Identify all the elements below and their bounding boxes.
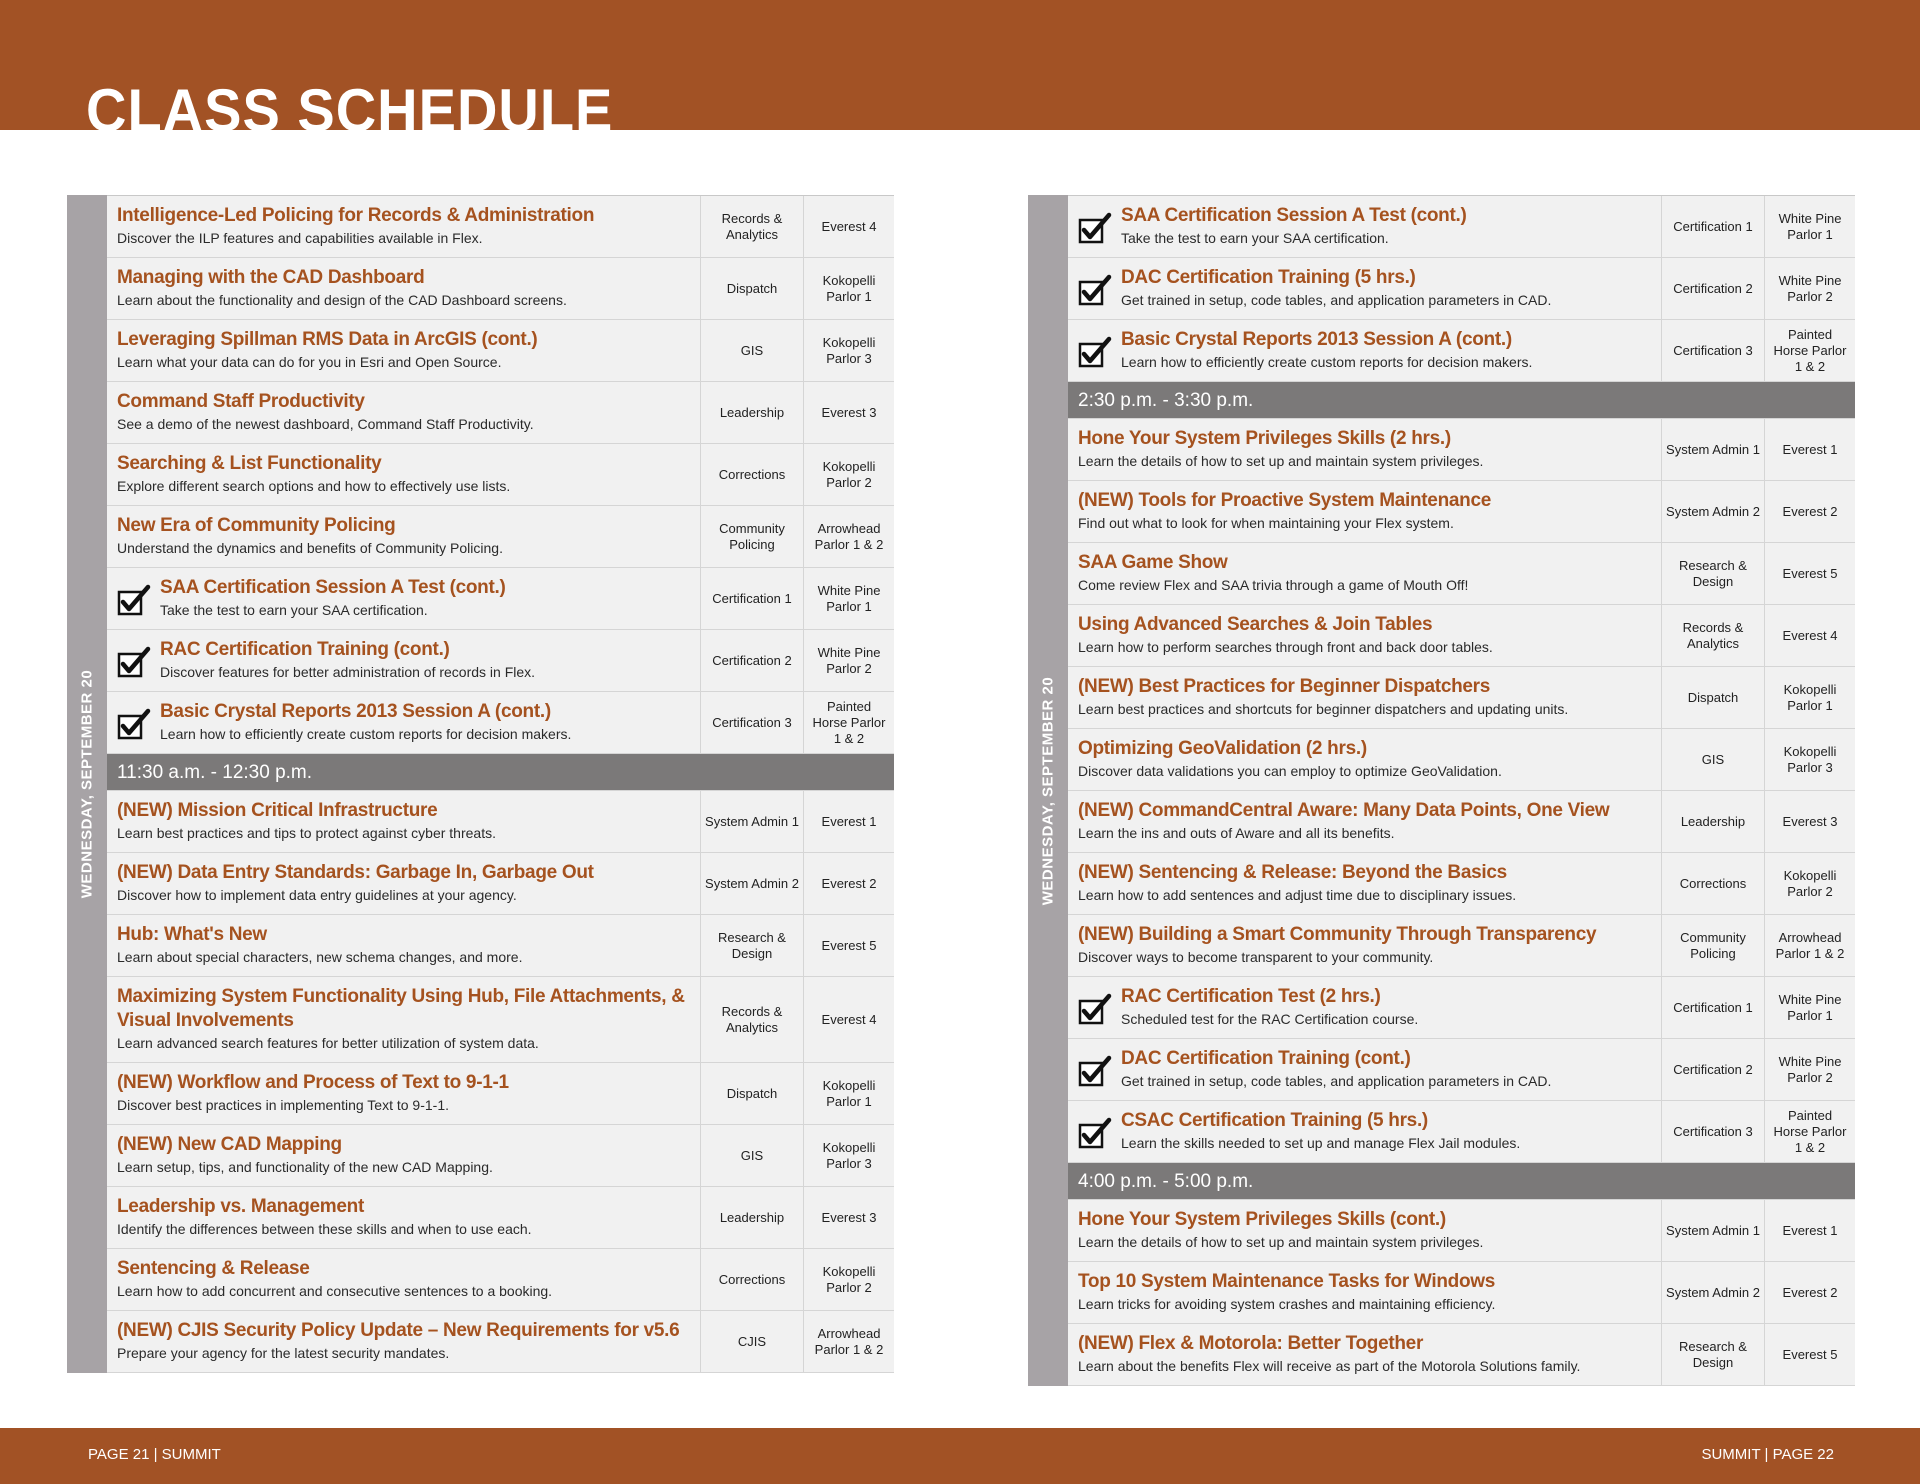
class-room: Kokopelli Parlor 2	[803, 1249, 894, 1310]
class-cell	[107, 320, 700, 381]
class-cell	[107, 630, 700, 691]
class-track: Certification 3	[700, 692, 803, 753]
class-row	[107, 196, 894, 258]
class-description: Understand the dynamics and benefits of Community Policing.	[117, 540, 503, 556]
class-description: Learn advanced search features for better utilization of system data.	[117, 1035, 539, 1051]
class-row	[107, 692, 894, 754]
class-title	[1078, 861, 1661, 885]
class-title	[117, 328, 700, 352]
class-track: Certification 3	[1661, 1101, 1764, 1162]
class-description: Learn about the functionality and design of the CAD Dashboard screens.	[117, 292, 567, 308]
class-room: Kokopelli Parlor 3	[803, 320, 894, 381]
class-cell	[107, 1125, 700, 1186]
footer-page-right: SUMMIT | PAGE 22	[1701, 1446, 1834, 1463]
class-cell	[1068, 481, 1661, 542]
class-cell	[1068, 543, 1661, 604]
class-title	[117, 390, 700, 414]
class-cell	[107, 196, 700, 257]
class-title-text: Flex & Motorola: Better Together	[1138, 1333, 1424, 1354]
class-title	[117, 985, 700, 1033]
class-row	[1068, 605, 1855, 667]
class-description: Learn best practices and tips to protect against cyber threats.	[117, 825, 496, 841]
class-room: Arrowhead Parlor 1 & 2	[803, 1311, 894, 1372]
class-description: Learn how to add sentences and adjust time due to disciplinary issues.	[1078, 887, 1517, 903]
class-track: System Admin 2	[1661, 1262, 1764, 1323]
class-room: White Pine Parlor 2	[803, 630, 894, 691]
class-title-text: Hub: What's New	[117, 924, 267, 945]
new-badge: (NEW)	[1078, 924, 1134, 945]
class-title	[117, 1319, 700, 1343]
class-cell	[107, 382, 700, 443]
class-description: Get trained in setup, code tables, and application parameters in CAD.	[1121, 1073, 1552, 1089]
footer-page-left: PAGE 21 | SUMMIT	[88, 1446, 221, 1463]
class-title	[117, 452, 700, 476]
class-title	[1078, 675, 1661, 699]
certification-check-icon	[117, 646, 151, 680]
class-cell	[1068, 258, 1661, 319]
schedule-table	[1068, 195, 1855, 1386]
class-row	[1068, 853, 1855, 915]
class-room: Kokopelli Parlor 3	[1764, 729, 1855, 790]
class-title-text: Basic Crystal Reports 2013 Session A (cont.)	[1121, 329, 1512, 350]
class-room: Arrowhead Parlor 1 & 2	[1764, 915, 1855, 976]
class-row	[1068, 1324, 1855, 1386]
class-cell	[1068, 320, 1661, 381]
certification-check-icon	[1078, 212, 1112, 246]
class-title-text: SAA Certification Session A Test (cont.)	[160, 577, 506, 598]
class-description: Learn the ins and outs of Aware and all its benefits.	[1078, 825, 1395, 841]
class-title-text: New Era of Community Policing	[117, 515, 396, 536]
class-description: See a demo of the newest dashboard, Command Staff Productivity.	[117, 416, 534, 432]
class-description: Learn the details of how to set up and maintain system privileges.	[1078, 1234, 1484, 1250]
class-room: Painted Horse Parlor 1 & 2	[1764, 1101, 1855, 1162]
class-room: Kokopelli Parlor 2	[1764, 853, 1855, 914]
class-title-text: Building a Smart Community Through Transparency	[1138, 924, 1597, 945]
class-room: Everest 5	[803, 915, 894, 976]
class-row	[1068, 1200, 1855, 1262]
certification-check-icon	[1078, 993, 1112, 1027]
class-title-text: DAC Certification Training (5 hrs.)	[1121, 267, 1416, 288]
class-track: Leadership	[1661, 791, 1764, 852]
class-track: Records & Analytics	[700, 977, 803, 1062]
class-cell	[1068, 853, 1661, 914]
class-cell	[1068, 196, 1661, 257]
class-room: Everest 3	[1764, 791, 1855, 852]
class-cell	[1068, 977, 1661, 1038]
class-track: Leadership	[700, 382, 803, 443]
class-title-text: Leadership vs. Management	[117, 1196, 364, 1217]
class-title-text: Data Entry Standards: Garbage In, Garbage Out	[177, 862, 594, 883]
class-room: Everest 2	[1764, 481, 1855, 542]
class-track: GIS	[700, 320, 803, 381]
class-room: White Pine Parlor 1	[803, 568, 894, 629]
class-cell	[107, 791, 700, 852]
class-room: Painted Horse Parlor 1 & 2	[1764, 320, 1855, 381]
class-room: Everest 2	[803, 853, 894, 914]
class-row	[107, 1125, 894, 1187]
class-cell	[1068, 605, 1661, 666]
class-row	[107, 444, 894, 506]
class-title	[117, 266, 700, 290]
class-title-text: Leveraging Spillman RMS Data in ArcGIS (cont.)	[117, 329, 538, 350]
day-sidebar: WEDNESDAY, SEPTEMBER 20	[1028, 195, 1068, 1386]
class-row	[1068, 977, 1855, 1039]
new-badge: (NEW)	[1078, 1333, 1134, 1354]
class-title	[1078, 1270, 1661, 1294]
class-room: White Pine Parlor 1	[1764, 977, 1855, 1038]
class-row	[107, 1187, 894, 1249]
class-title	[1078, 489, 1661, 513]
class-cell	[107, 1311, 700, 1372]
class-cell	[107, 444, 700, 505]
class-title-text: Best Practices for Beginner Dispatchers	[1138, 676, 1491, 697]
class-description: Learn about special characters, new schema changes, and more.	[117, 949, 523, 965]
class-title	[160, 700, 700, 724]
class-title-text: SAA Game Show	[1078, 552, 1228, 573]
new-badge: (NEW)	[1078, 676, 1134, 697]
new-badge: (NEW)	[117, 1320, 173, 1341]
class-title	[117, 514, 700, 538]
class-track: Certification 2	[1661, 258, 1764, 319]
class-row	[107, 853, 894, 915]
class-description: Discover ways to become transparent to your community.	[1078, 949, 1434, 965]
class-room: Kokopelli Parlor 1	[1764, 667, 1855, 728]
class-cell	[1068, 915, 1661, 976]
class-cell	[107, 977, 700, 1062]
class-track: Research & Design	[1661, 1324, 1764, 1385]
class-title	[117, 861, 700, 885]
class-title-text: Maximizing System Functionality Using Hub, File Attachments, & Visual Involvements	[117, 986, 685, 1031]
class-description: Discover features for better administration of records in Flex.	[160, 664, 536, 680]
class-title-text: Intelligence-Led Policing for Records & Administration	[117, 205, 595, 226]
class-row	[1068, 543, 1855, 605]
class-track: Records & Analytics	[1661, 605, 1764, 666]
class-room: Everest 3	[803, 382, 894, 443]
class-room: Painted Horse Parlor 1 & 2	[803, 692, 894, 753]
class-room: White Pine Parlor 2	[1764, 258, 1855, 319]
class-row	[107, 1249, 894, 1311]
class-description: Discover best practices in implementing Text to 9-1-1.	[117, 1097, 449, 1113]
class-title-text: CommandCentral Aware: Many Data Points, One View	[1138, 800, 1610, 821]
class-title	[117, 1071, 700, 1095]
new-badge: (NEW)	[117, 862, 173, 883]
class-title	[1121, 985, 1661, 1009]
class-title-text: New CAD Mapping	[177, 1134, 342, 1155]
class-title	[1078, 923, 1661, 947]
class-room: Everest 3	[803, 1187, 894, 1248]
new-badge: (NEW)	[1078, 800, 1134, 821]
new-badge: (NEW)	[117, 800, 173, 821]
certification-check-icon	[117, 584, 151, 618]
class-row	[1068, 1039, 1855, 1101]
class-row	[107, 791, 894, 853]
time-slot-header: 4:00 p.m. - 5:00 p.m.	[1068, 1163, 1855, 1200]
class-room: Everest 5	[1764, 543, 1855, 604]
class-track: Corrections	[1661, 853, 1764, 914]
class-title-text: RAC Certification Training (cont.)	[160, 639, 450, 660]
class-cell	[1068, 1101, 1661, 1162]
class-room: Kokopelli Parlor 1	[803, 258, 894, 319]
class-title-text: Optimizing GeoValidation (2 hrs.)	[1078, 738, 1367, 759]
class-row	[107, 320, 894, 382]
class-track: System Admin 1	[1661, 419, 1764, 480]
class-title-text: Basic Crystal Reports 2013 Session A (cont.)	[160, 701, 551, 722]
class-title-text: Mission Critical Infrastructure	[177, 800, 438, 821]
class-title	[1078, 1332, 1661, 1356]
new-badge: (NEW)	[1078, 862, 1134, 883]
class-cell	[1068, 1262, 1661, 1323]
class-cell	[1068, 1200, 1661, 1261]
new-badge: (NEW)	[1078, 490, 1134, 511]
class-room: Everest 2	[1764, 1262, 1855, 1323]
class-row	[107, 506, 894, 568]
class-row	[1068, 667, 1855, 729]
class-track: Dispatch	[700, 258, 803, 319]
certification-check-icon	[1078, 274, 1112, 308]
footer-bar	[0, 1428, 1920, 1484]
class-title	[117, 923, 700, 947]
class-cell	[1068, 1039, 1661, 1100]
class-description: Take the test to earn your SAA certification.	[160, 602, 428, 618]
class-row	[1068, 915, 1855, 977]
class-description: Explore different search options and how to effectively use lists.	[117, 478, 511, 494]
day-sidebar: WEDNESDAY, SEPTEMBER 20	[67, 195, 107, 1373]
class-track: Research & Design	[700, 915, 803, 976]
class-title-text: Top 10 System Maintenance Tasks for Windows	[1078, 1271, 1495, 1292]
class-track: GIS	[1661, 729, 1764, 790]
certification-check-icon	[1078, 1055, 1112, 1089]
class-cell	[1068, 1324, 1661, 1385]
class-title	[1121, 266, 1661, 290]
class-description: Scheduled test for the RAC Certification course.	[1121, 1011, 1419, 1027]
class-title	[117, 799, 700, 823]
class-track: CJIS	[700, 1311, 803, 1372]
class-room: Kokopelli Parlor 1	[803, 1063, 894, 1124]
class-room: Everest 1	[1764, 1200, 1855, 1261]
certification-check-icon	[1078, 336, 1112, 370]
class-title-text: DAC Certification Training (cont.)	[1121, 1048, 1411, 1069]
class-room: White Pine Parlor 2	[1764, 1039, 1855, 1100]
class-title	[1078, 1208, 1661, 1232]
class-cell	[107, 692, 700, 753]
class-title	[117, 1195, 700, 1219]
class-track: Dispatch	[1661, 667, 1764, 728]
class-description: Discover the ILP features and capabilities available in Flex.	[117, 230, 483, 246]
class-room: Everest 4	[1764, 605, 1855, 666]
class-description: Discover how to implement data entry guidelines at your agency.	[117, 887, 517, 903]
class-cell	[107, 506, 700, 567]
class-description: Learn the details of how to set up and maintain system privileges.	[1078, 453, 1484, 469]
class-description: Take the test to earn your SAA certification.	[1121, 230, 1389, 246]
class-title	[1078, 551, 1661, 575]
class-description: Find out what to look for when maintaining your Flex system.	[1078, 515, 1454, 531]
class-title	[117, 1257, 700, 1281]
class-description: Learn how to add concurrent and consecutive sentences to a booking.	[117, 1283, 553, 1299]
class-room: Everest 4	[803, 196, 894, 257]
class-track: System Admin 2	[1661, 481, 1764, 542]
class-track: Dispatch	[700, 1063, 803, 1124]
class-row	[107, 630, 894, 692]
class-row	[1068, 481, 1855, 543]
class-row	[1068, 729, 1855, 791]
class-title-text: Sentencing & Release	[117, 1258, 310, 1279]
class-cell	[1068, 419, 1661, 480]
class-description: Come review Flex and SAA trivia through a game of Mouth Off!	[1078, 577, 1469, 593]
class-description: Discover data validations you can employ to optimize GeoValidation.	[1078, 763, 1502, 779]
class-description: Learn best practices and shortcuts for beginner dispatchers and updating units.	[1078, 701, 1569, 717]
certification-check-icon	[117, 708, 151, 742]
class-title-text: Managing with the CAD Dashboard	[117, 267, 425, 288]
class-row	[107, 382, 894, 444]
class-room: Everest 5	[1764, 1324, 1855, 1385]
class-room: Kokopelli Parlor 2	[803, 444, 894, 505]
class-cell	[1068, 667, 1661, 728]
class-title	[1121, 1109, 1661, 1133]
class-track: System Admin 1	[1661, 1200, 1764, 1261]
class-row	[1068, 791, 1855, 853]
class-title	[1078, 799, 1661, 823]
class-row	[1068, 1262, 1855, 1324]
class-cell	[1068, 729, 1661, 790]
class-title	[1078, 737, 1661, 761]
class-title-text: CSAC Certification Training (5 hrs.)	[1121, 1110, 1428, 1131]
class-title	[1121, 204, 1661, 228]
class-title	[117, 1133, 700, 1157]
class-cell	[1068, 791, 1661, 852]
class-title	[1121, 328, 1661, 352]
time-slot-header: 2:30 p.m. - 3:30 p.m.	[1068, 382, 1855, 419]
class-track: Certification 2	[1661, 1039, 1764, 1100]
class-cell	[107, 853, 700, 914]
class-title	[117, 204, 700, 228]
class-description: Learn how to efficiently create custom reports for decision makers.	[160, 726, 572, 742]
class-title-text: Workflow and Process of Text to 9-1-1	[177, 1072, 509, 1093]
class-title	[160, 638, 700, 662]
class-title-text: CJIS Security Policy Update – New Requirements for v5.6	[177, 1320, 680, 1341]
class-row	[1068, 258, 1855, 320]
class-title-text: Tools for Proactive System Maintenance	[1138, 490, 1491, 511]
class-description: Prepare your agency for the latest security mandates.	[117, 1345, 450, 1361]
class-row	[1068, 419, 1855, 481]
class-title-text: Using Advanced Searches & Join Tables	[1078, 614, 1433, 635]
class-track: Corrections	[700, 444, 803, 505]
new-badge: (NEW)	[117, 1072, 173, 1093]
class-cell	[107, 568, 700, 629]
class-description: Learn what your data can do for you in Esri and Open Source.	[117, 354, 502, 370]
class-track: Records & Analytics	[700, 196, 803, 257]
class-row	[107, 915, 894, 977]
class-title	[1078, 613, 1661, 637]
class-track: Corrections	[700, 1249, 803, 1310]
class-title-text: SAA Certification Session A Test (cont.)	[1121, 205, 1467, 226]
class-track: System Admin 2	[700, 853, 803, 914]
class-room: White Pine Parlor 1	[1764, 196, 1855, 257]
class-title	[1121, 1047, 1661, 1071]
class-description: Identify the differences between these skills and when to use each.	[117, 1221, 532, 1237]
class-room: Everest 1	[1764, 419, 1855, 480]
class-title-text: Searching & List Functionality	[117, 453, 382, 474]
class-cell	[107, 1063, 700, 1124]
class-track: System Admin 1	[700, 791, 803, 852]
class-track: GIS	[700, 1125, 803, 1186]
class-row	[107, 1311, 894, 1373]
class-track: Certification 1	[700, 568, 803, 629]
class-track: Community Policing	[1661, 915, 1764, 976]
class-row	[1068, 196, 1855, 258]
class-title-text: Hone Your System Privileges Skills (cont.)	[1078, 1209, 1446, 1230]
class-title-text: RAC Certification Test (2 hrs.)	[1121, 986, 1381, 1007]
class-row	[107, 258, 894, 320]
class-title-text: Hone Your System Privileges Skills (2 hrs.)	[1078, 428, 1451, 449]
time-slot-header: 11:30 a.m. - 12:30 p.m.	[107, 754, 894, 791]
certification-check-icon	[1078, 1117, 1112, 1151]
class-room: Kokopelli Parlor 3	[803, 1125, 894, 1186]
new-badge: (NEW)	[117, 1134, 173, 1155]
class-track: Research & Design	[1661, 543, 1764, 604]
class-room: Everest 1	[803, 791, 894, 852]
class-description: Learn setup, tips, and functionality of the new CAD Mapping.	[117, 1159, 493, 1175]
class-title-text: Sentencing & Release: Beyond the Basics	[1138, 862, 1507, 883]
class-track: Certification 1	[1661, 196, 1764, 257]
class-track: Certification 2	[700, 630, 803, 691]
class-cell	[107, 915, 700, 976]
class-title	[1078, 427, 1661, 451]
class-track: Community Policing	[700, 506, 803, 567]
class-row	[107, 568, 894, 630]
class-track: Certification 3	[1661, 320, 1764, 381]
class-cell	[107, 1249, 700, 1310]
class-room: Everest 4	[803, 977, 894, 1062]
class-title	[160, 576, 700, 600]
class-track: Leadership	[700, 1187, 803, 1248]
class-row	[1068, 320, 1855, 382]
class-description: Learn tricks for avoiding system crashes and maintaining efficiency.	[1078, 1296, 1496, 1312]
class-track: Certification 1	[1661, 977, 1764, 1038]
class-title-text: Command Staff Productivity	[117, 391, 365, 412]
class-room: Arrowhead Parlor 1 & 2	[803, 506, 894, 567]
class-cell	[107, 258, 700, 319]
class-description: Learn how to perform searches through front and back door tables.	[1078, 639, 1493, 655]
class-description: Learn how to efficiently create custom reports for decision makers.	[1121, 354, 1533, 370]
class-row	[1068, 1101, 1855, 1163]
class-description: Get trained in setup, code tables, and application parameters in CAD.	[1121, 292, 1552, 308]
page-title: CLASS SCHEDULE	[86, 75, 614, 144]
class-row	[107, 977, 894, 1063]
class-cell	[107, 1187, 700, 1248]
class-description: Learn the skills needed to set up and manage Flex Jail modules.	[1121, 1135, 1521, 1151]
schedule-table	[107, 195, 894, 1373]
class-row	[107, 1063, 894, 1125]
class-description: Learn about the benefits Flex will receive as part of the Motorola Solutions family.	[1078, 1358, 1581, 1374]
